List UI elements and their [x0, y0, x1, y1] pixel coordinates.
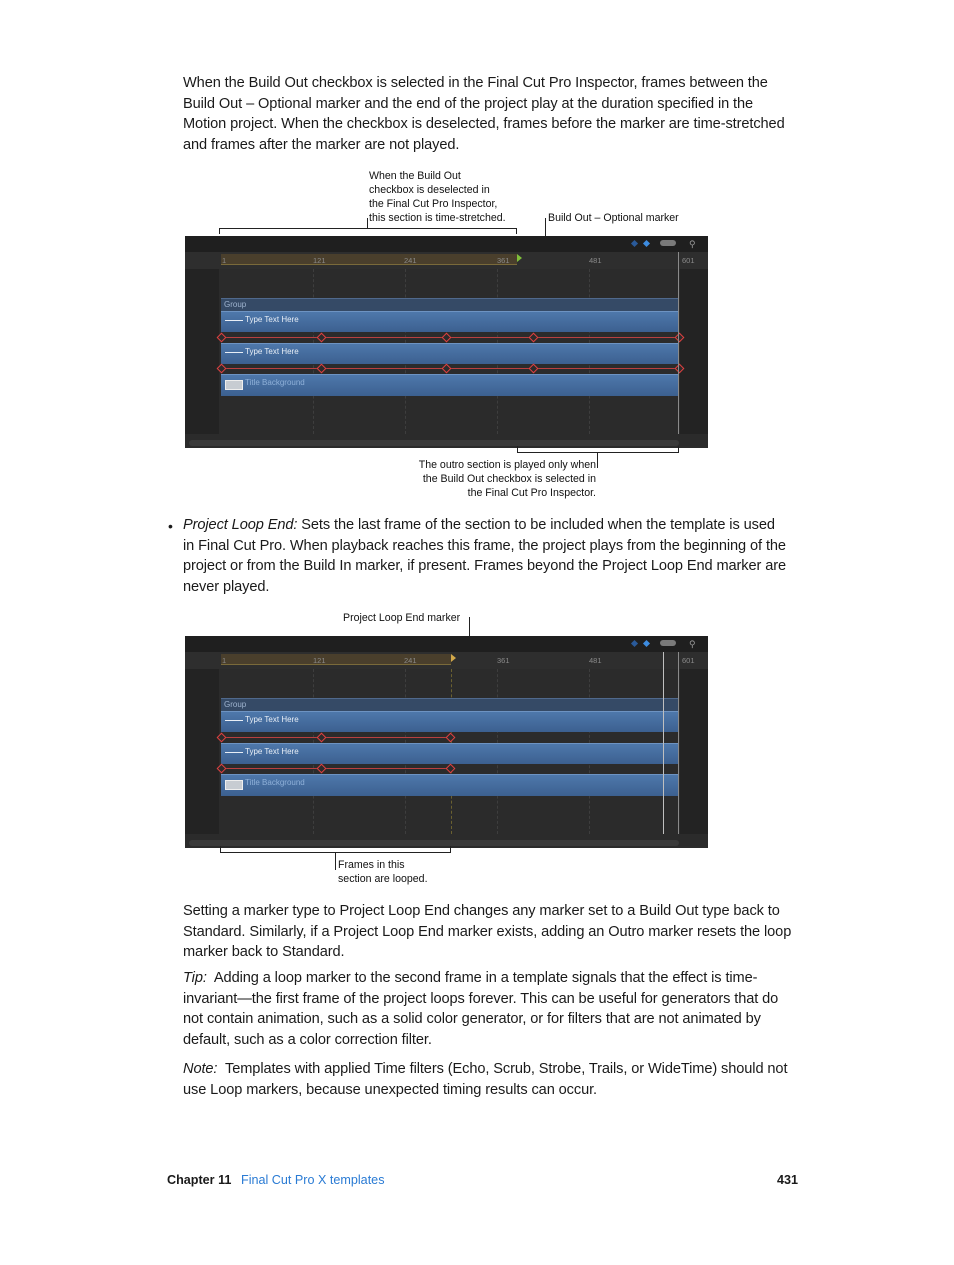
keyframe-add-icon[interactable]: [643, 640, 650, 647]
callout-bracket: [517, 446, 518, 453]
track-label: Type Text Here: [245, 747, 299, 756]
ruler-tick: 1: [222, 656, 227, 665]
keyframe[interactable]: [446, 733, 456, 743]
zoom-icon[interactable]: ⚲: [689, 239, 696, 249]
callout-bracket: [219, 228, 220, 234]
ruler-tick: 601: [682, 256, 695, 265]
timeline-toolbar: [185, 236, 708, 253]
ruler-tick: 121: [313, 656, 326, 665]
track-label: Group: [224, 700, 247, 709]
callout-line: the Final Cut Pro Inspector,: [369, 198, 498, 210]
callout-leader: [335, 853, 336, 870]
timeline-ruler[interactable]: [185, 652, 708, 669]
ruler-tick: 241: [404, 256, 417, 265]
note-paragraph: [183, 1059, 799, 1100]
zoom-icon[interactable]: ⚲: [689, 639, 696, 649]
build-out-marker[interactable]: [517, 254, 522, 262]
tip-label: Tip:: [183, 970, 207, 986]
figure1-callout-outro: [380, 458, 596, 500]
toggle-icon[interactable]: [660, 240, 676, 246]
callout-line: checkbox is deselected in: [369, 184, 490, 196]
keyframe[interactable]: [442, 333, 452, 343]
keyframe[interactable]: [317, 764, 327, 774]
play-range[interactable]: [221, 254, 517, 265]
toggle-icon[interactable]: [660, 640, 676, 646]
bullet-text: Sets the last frame of the section to be included when the template is used: [297, 517, 775, 533]
callout-bracket: [516, 228, 517, 234]
right-gutter: [680, 269, 708, 434]
track-group[interactable]: [221, 298, 679, 311]
ruler-tick: 601: [682, 656, 695, 665]
note-text: Templates with applied Time filters (Echo, Scrub, Strobe, Trails, or WideTime) should not: [217, 1061, 788, 1077]
loop-end-marker[interactable]: [451, 654, 456, 662]
image-layer-icon: [225, 780, 243, 790]
note-label: Note:: [183, 1061, 218, 1077]
keyframe[interactable]: [529, 333, 539, 343]
keyframe[interactable]: [317, 364, 327, 374]
callout-line: this section is time-stretched.: [369, 212, 506, 224]
callout-bracket: [450, 846, 451, 853]
timeline-panel-build-out: [185, 236, 708, 448]
track-layer[interactable]: [221, 311, 679, 332]
track-group[interactable]: [221, 698, 679, 711]
text-line: in Final Cut Pro. When playback reaches this frame, the project plays from the beginning of the: [183, 537, 786, 554]
image-layer-icon: [225, 380, 243, 390]
callout-line: the Final Cut Pro Inspector.: [467, 487, 596, 499]
callout-line: When the Build Out: [369, 170, 461, 182]
text-line: [183, 1059, 799, 1080]
line-layer-icon: [225, 320, 243, 321]
callout-bracket: [219, 228, 517, 229]
timeline-panel-loop-end: [185, 636, 708, 848]
track-label: Type Text Here: [245, 315, 299, 324]
figure1-callout-build-out-marker: Build Out – Optional marker: [548, 212, 679, 224]
footer-page-number: 431: [777, 1173, 799, 1187]
figure1-callout-time-stretched: [369, 169, 506, 225]
line-layer-icon: [225, 720, 243, 721]
text-line: not contain animation, such as a solid color generator, or for filters that are not animated by: [183, 1011, 761, 1028]
track-layer[interactable]: [221, 711, 679, 732]
bullet-title: Project Loop End:: [183, 517, 298, 533]
callout-bracket: [220, 846, 221, 853]
setting-paragraph: [183, 901, 799, 963]
keyframe[interactable]: [317, 333, 327, 343]
keyframe[interactable]: [446, 764, 456, 774]
callout-leader: [367, 218, 368, 228]
footer-chapter: Chapter 11: [167, 1173, 232, 1187]
ruler-tick: 1: [222, 256, 227, 265]
track-layer[interactable]: [221, 343, 679, 364]
callout-leader: [597, 453, 598, 468]
text-line: never played.: [183, 579, 270, 596]
text-line: invariant—the first frame of the project loops forever. This can be useful for generators that do: [183, 990, 779, 1007]
text-line: When the Build Out checkbox is selected in the Final Cut Pro Inspector, frames between the: [183, 75, 768, 91]
figure2-callout-loop-end-marker: Project Loop End marker: [343, 612, 461, 624]
track-layer[interactable]: [221, 743, 679, 764]
track-layer[interactable]: [221, 774, 679, 796]
intro-paragraph: [183, 73, 799, 156]
ruler-tick: 241: [404, 656, 417, 665]
text-line: [183, 968, 799, 989]
tip-text: Adding a loop marker to the second frame in a template signals that the effect is time-: [206, 970, 758, 986]
text-line: marker back to Standard.: [183, 944, 345, 961]
callout-line: Frames in this: [338, 859, 405, 871]
text-line: [183, 515, 799, 536]
playhead-end-line: [678, 252, 679, 434]
line-layer-icon: [225, 352, 243, 353]
left-gutter: [185, 269, 219, 434]
text-line: Standard. Similarly, if a Project Loop End marker exists, adding an Outro marker resets the loop: [183, 923, 792, 940]
timeline-toolbar: [185, 636, 708, 653]
bullet-paragraph: [183, 515, 799, 598]
ruler-tick: 481: [589, 656, 602, 665]
timeline-ruler[interactable]: [185, 252, 708, 269]
track-label: Type Text Here: [245, 347, 299, 356]
footer-chapter-link[interactable]: Final Cut Pro X templates: [241, 1173, 385, 1187]
track-layer[interactable]: [221, 374, 679, 396]
line-layer-icon: [225, 752, 243, 753]
playhead-line[interactable]: [663, 652, 664, 834]
callout-line: The outro section is played only when: [418, 459, 596, 471]
text-line: and frames after the marker are not played.: [183, 137, 460, 154]
callout-line: the Build Out checkbox is selected in: [422, 473, 596, 485]
figure2-callout-looped: [338, 858, 428, 886]
right-gutter: [680, 669, 708, 834]
keyframe-nav-icon[interactable]: [631, 240, 638, 247]
ruler-tick: 481: [589, 256, 602, 265]
keyframe[interactable]: [529, 364, 539, 374]
track-label: Type Text Here: [245, 715, 299, 724]
tip-paragraph: [183, 968, 799, 1051]
ruler-tick: 121: [313, 256, 326, 265]
horizontal-scrollbar[interactable]: [189, 840, 679, 846]
keyframe-curve: [221, 737, 451, 738]
text-line: Motion project. When the checkbox is deselected, frames before the marker are time-stretched: [183, 116, 785, 133]
horizontal-scrollbar[interactable]: [189, 440, 679, 446]
bullet-symbol: •: [168, 518, 173, 534]
callout-line: section are looped.: [338, 873, 428, 885]
text-line: default, such as a color correction filter.: [183, 1032, 432, 1049]
callout-bracket: [678, 446, 679, 453]
keyframe-curve: [221, 768, 451, 769]
track-label: Title Background: [245, 778, 305, 787]
text-line: project or from the Build In marker, if present. Frames beyond the Project Loop End marker are: [183, 558, 787, 575]
keyframe-add-icon[interactable]: [643, 240, 650, 247]
keyframe[interactable]: [317, 733, 327, 743]
playhead-end-line: [678, 652, 679, 834]
callout-bracket: [517, 452, 679, 453]
text-line: use Loop markers, because unexpected timing results can occur.: [183, 1081, 598, 1098]
text-line: Build Out – Optional marker and the end of the project play at the duration specified in the: [183, 95, 754, 112]
text-line: Setting a marker type to Project Loop End changes any marker set to a Build Out type back to: [183, 903, 780, 919]
keyframe[interactable]: [442, 364, 452, 374]
ruler-tick: 361: [497, 656, 510, 665]
keyframe-nav-icon[interactable]: [631, 640, 638, 647]
track-label: Group: [224, 300, 247, 309]
ruler-tick: 361: [497, 256, 510, 265]
track-label: Title Background: [245, 378, 305, 387]
left-gutter: [185, 669, 219, 834]
